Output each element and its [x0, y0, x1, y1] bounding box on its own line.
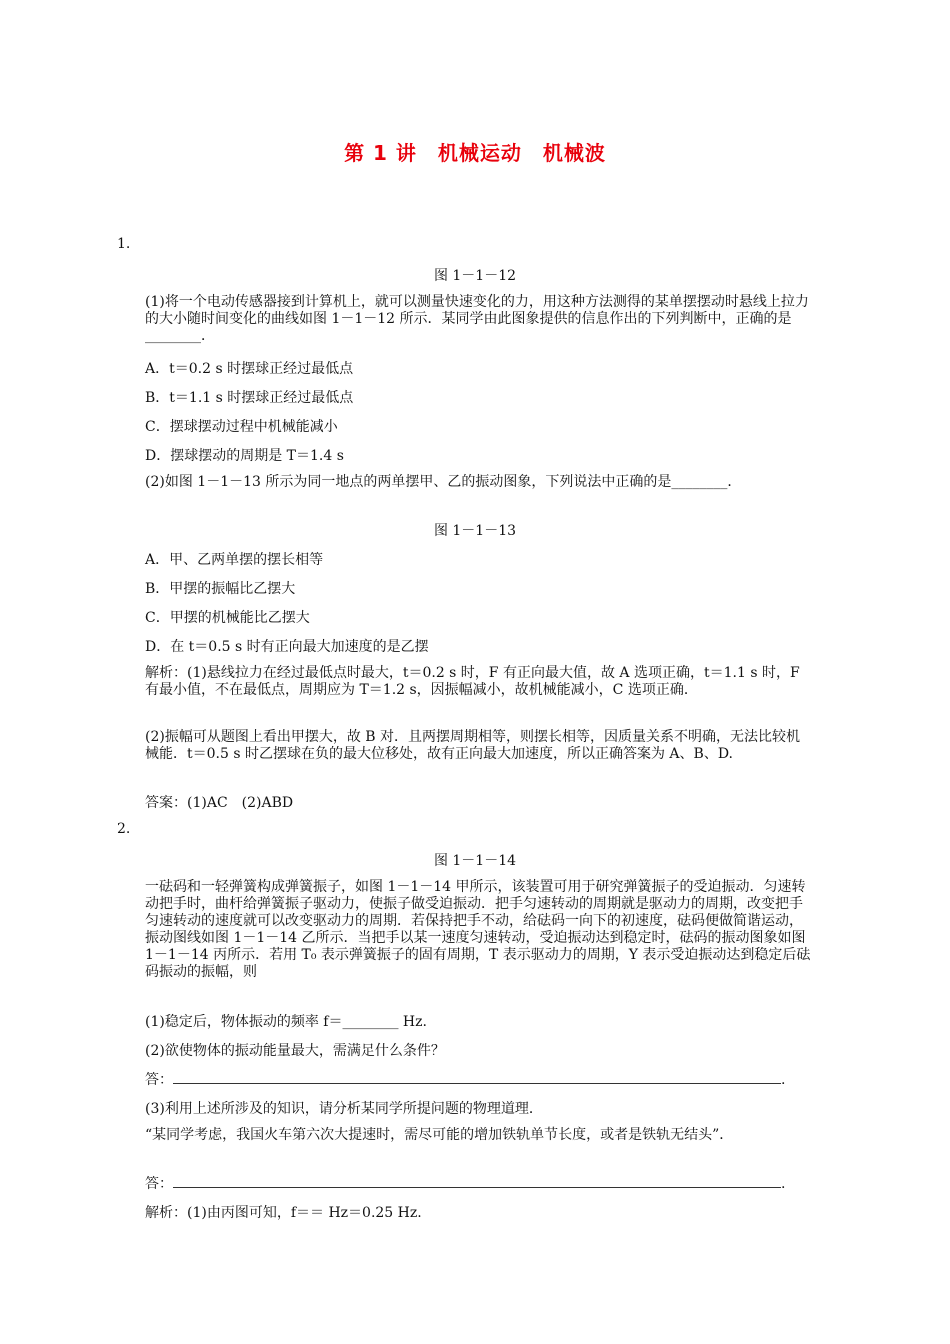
- q1-part2-option-d: D．在 t＝0.5 s 时有正向最大加速度的是乙摆: [145, 639, 429, 655]
- q2-stem: 一砝码和一轻弹簧构成弹簧振子，如图 1－1－14 甲所示，该装置可用于研究弹簧振子的受迫振动．匀速转动把手时，曲杆给弹簧振子驱动力，使振子做受迫振动．把手匀速转动的周期就是驱动力的周期，改变把手匀速转动的速度就可以改变驱动力的周期．若保持把手不动，给砝码一向下的初速度，砝码便做简谐运动，振动图线如图 1－1－14 乙所示．当把手以某一速度匀速转动，受迫振动达到稳定时，砝码的振动图象如图 1－1－14 丙所示．若用 T₀ 表示弹簧振子的固有周期，T 表示驱动力的周期，Y 表示受迫振动达到稳定后砝码振动的振幅，则: [145, 879, 811, 980]
- figure-caption-1-1-12: 图 1－1－12: [433, 268, 517, 284]
- q2-answer-line-1[interactable]: [145, 1069, 785, 1089]
- q1-part2-option-c: C．甲摆的机械能比乙摆大: [145, 610, 310, 626]
- q1-answer: 答案：(1)AC (2)ABD: [145, 795, 294, 811]
- answer-period: .: [781, 1072, 786, 1088]
- q2-sub1: (1)稳定后，物体振动的频率 f＝________ Hz.: [145, 1014, 427, 1030]
- q1-option-a: A．t＝0.2 s 时摆球正经过最低点: [145, 361, 354, 377]
- question-number-2: 2.: [117, 821, 131, 837]
- answer-label: 答：: [145, 1072, 173, 1088]
- q1-part2-option-b: B．甲摆的振幅比乙摆大: [145, 581, 296, 597]
- q1-option-b: B．t＝1.1 s 时摆球正经过最低点: [145, 390, 354, 406]
- q1-analysis-2: (2)振幅可从题图上看出甲摆大，故 B 对．且两摆周期相等，则摆长相等，因质量关系不明确，无法比较机械能．t＝0.5 s 时乙摆球在负的最大位移处，故有正向最大加速度，所以正确答案为 A、B、D.: [145, 729, 801, 762]
- answer-blank[interactable]: [173, 1071, 781, 1084]
- q2-answer-line-2[interactable]: [145, 1173, 785, 1193]
- q1-part2-stem: (2)如图 1－1－13 所示为同一地点的两单摆甲、乙的振动图象，下列说法中正确的是________．: [145, 474, 742, 490]
- q1-part2-option-a: A．甲、乙两单摆的摆长相等: [145, 552, 324, 568]
- q1-part1-stem: (1)将一个电动传感器接到计算机上，就可以测量快速变化的力，用这种方法测得的某单摆摆动时悬线上拉力的大小随时间变化的曲线如图 1－1－12 所示．某同学由此图象提供的信息作出的下列判断中，正确的是________．: [145, 294, 809, 344]
- page-title: 第 1 讲 机械运动 机械波: [344, 141, 606, 165]
- figure-caption-1-1-14: 图 1－1－14: [433, 853, 517, 869]
- answer-period: .: [781, 1176, 786, 1192]
- answer-label: 答：: [145, 1176, 173, 1192]
- answer-blank[interactable]: [173, 1175, 781, 1188]
- question-number-1: 1.: [117, 236, 131, 252]
- q1-analysis-1: 解析：(1)悬线拉力在经过最低点时最大，t＝0.2 s 时，F 有正向最大值，故 A 选项正确，t＝1.1 s 时，F 有最小值，不在最低点，周期应为 T＝1.2 s，因振幅减小，故机械能减小，C 选项正确．: [145, 665, 800, 698]
- q1-option-c: C．摆球摆动过程中机械能减小: [145, 419, 338, 435]
- q2-quote: “某同学考虑，我国火车第六次大提速时，需尽可能的增加铁轨单节长度，或者是铁轨无结头”．: [145, 1127, 734, 1143]
- q2-analysis: 解析：(1)由丙图可知，f＝＝ Hz＝0.25 Hz.: [145, 1205, 422, 1221]
- q1-option-d: D．摆球摆动的周期是 T＝1.4 s: [145, 448, 344, 464]
- q2-sub3: (3)利用上述所涉及的知识，请分析某同学所提问题的物理道理．: [145, 1101, 543, 1117]
- q2-sub2: (2)欲使物体的振动能量最大，需满足什么条件？: [145, 1043, 445, 1059]
- figure-caption-1-1-13: 图 1－1－13: [433, 523, 517, 539]
